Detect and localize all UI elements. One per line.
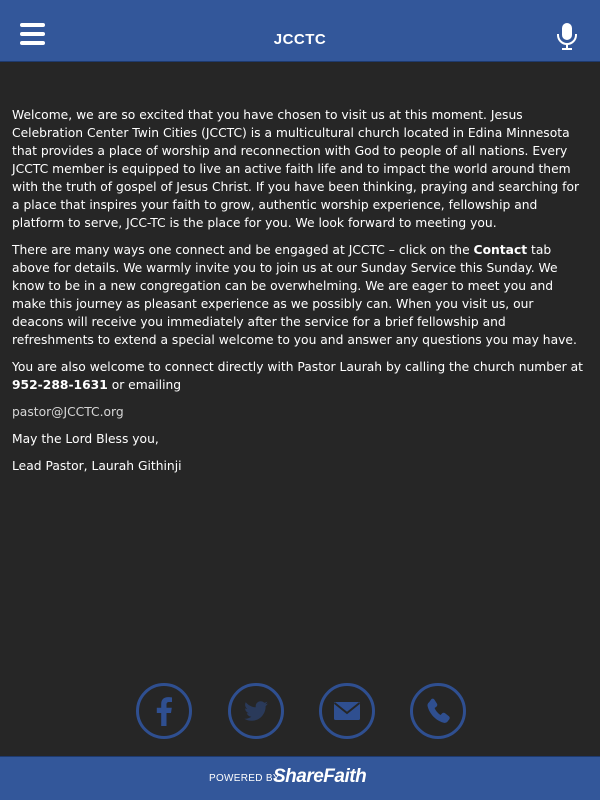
footer-bar	[0, 756, 600, 800]
facebook-icon	[139, 686, 189, 736]
microphone-icon[interactable]	[555, 22, 579, 50]
welcome-paragraph	[12, 106, 588, 232]
page-title: JCCTC	[273, 31, 327, 48]
contact-tab-reference: Contact	[473, 243, 528, 257]
engage-text-end: tab above for details. We warmly invite you to join us at our Sunday Service this Sunday. We know to be in a new congregation can be overwhelming. We are eager to meet you and make this journey as pleasant experience as we possibly can. When you visit us, our deacons will receive you immediately after the service for a brief fellowship and refreshments to extend a special welcome to you and answer any questions you may have.	[12, 243, 577, 347]
welcome-text: Welcome, we are so excited that you have chosen to visit us at this moment. Jesus Celebration Center Twin Cities (JCCTC) is a multicultural church located in Edina Minnesota that provides a place of worship and reconnection with God to people of all nations. Every JCCTC member is equipped to live an active faith life and to impact the world around them with the truth of gospel of Jesus Christ. If you have been thinking, praying and searching for a place that inspires your faith to grow, authentic worship experience, fellowship and platform to serve, JCC-TC is the place for you. We look forward to meeting you.	[12, 108, 580, 230]
blessing-text: May the Lord Bless you,	[12, 432, 159, 446]
email-button[interactable]	[319, 683, 375, 739]
twitter-icon	[231, 686, 281, 736]
engage-paragraph	[12, 241, 588, 349]
top-bar	[0, 0, 600, 62]
signature-text: Lead Pastor, Laurah Githinji	[12, 459, 182, 473]
sharefaith-logo[interactable]: ShareFaith	[273, 766, 367, 787]
welcome-content	[12, 106, 588, 484]
facebook-button[interactable]	[136, 683, 192, 739]
email-paragraph	[12, 403, 588, 421]
connect-text-start: You are also welcome to connect directly with Pastor Laurah by calling the church number at	[12, 360, 583, 374]
twitter-button[interactable]	[228, 683, 284, 739]
church-phone-number[interactable]: 952-288-1631	[12, 378, 108, 392]
powered-by-label: POWERED BY	[209, 773, 280, 784]
mail-icon	[322, 686, 372, 736]
phone-icon	[413, 686, 463, 736]
phone-button[interactable]	[410, 683, 466, 739]
connect-paragraph	[12, 358, 588, 394]
engage-text-start: There are many ways one connect and be engaged at JCCTC – click on the	[12, 243, 474, 257]
pastor-email-link[interactable]: pastor@JCCTC.org	[12, 405, 124, 419]
connect-text-end: or emailing	[107, 378, 182, 392]
social-links	[0, 683, 600, 739]
